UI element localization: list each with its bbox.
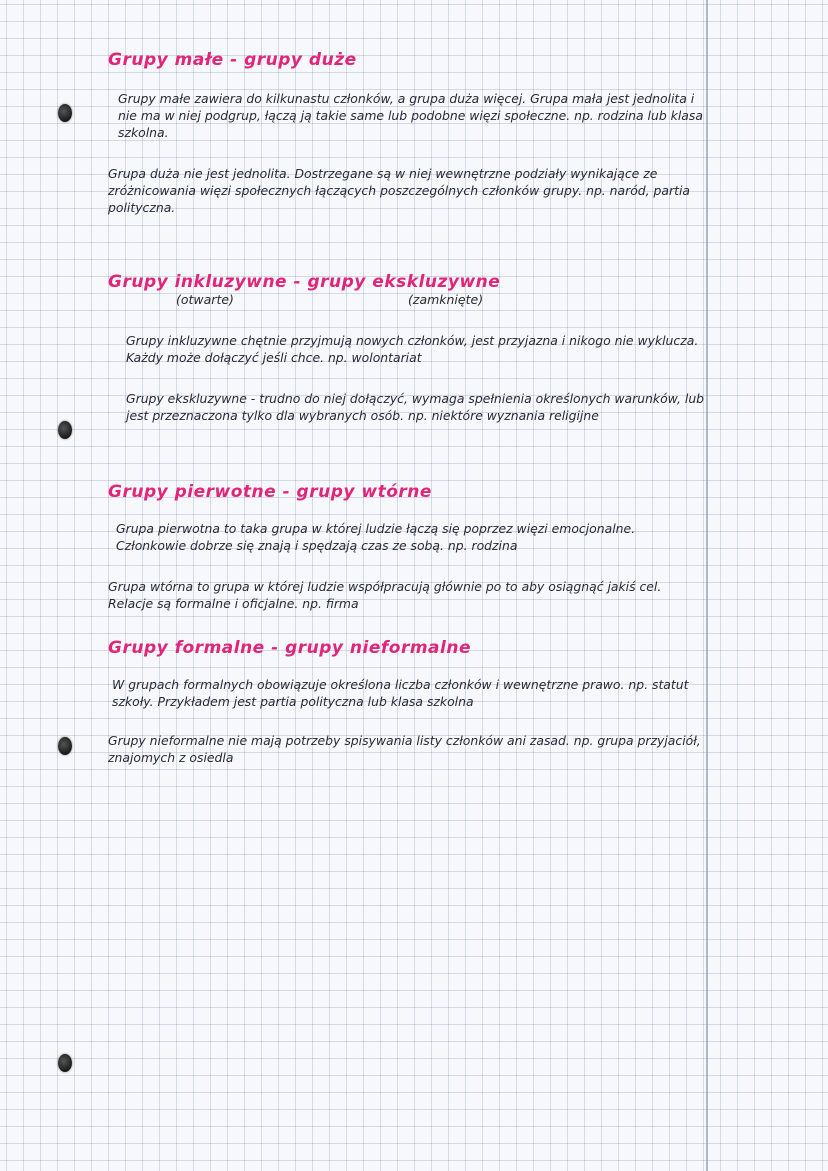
section-heading: Grupy pierwotne - grupy wtórne (108, 482, 432, 502)
notes-content (108, 46, 708, 766)
section-heading: Grupy formalne - grupy nieformalne (108, 638, 471, 658)
paragraph: Grupy nieformalne nie mają potrzeby spisywania listy członków ani zasad. np. grupa przyjaciół, znajomych z osiedla (108, 733, 701, 765)
section-heading: Grupy małe - grupy duże (108, 50, 357, 70)
punch-hole (58, 1054, 72, 1072)
punch-hole (58, 421, 72, 439)
sublabel-closed: (zamknięte) (408, 292, 484, 307)
paragraph: Grupa wtórna to grupa w której ludzie współpracują głównie po to aby osiągnąć jakiś cel. Relacje są formalne i oficjalne. np. firma (108, 579, 662, 611)
paragraph: Grupy ekskluzywne - trudno do niej dołączyć, wymaga spełnienia określonych warunków, lub jest przeznaczona tylko dla wybranych osób. np. niektóre wyznania religijne (126, 391, 705, 423)
punch-hole (58, 737, 72, 755)
section-heading: Grupy inkluzywne - grupy ekskluzywne (108, 272, 501, 292)
heading-sublabels (108, 292, 708, 310)
paragraph: Grupy inkluzywne chętnie przyjmują nowych członków, jest przyjazna i nikogo nie wyklucza. Każdy może dołączyć jeśli chce. np. wolontariat (126, 333, 699, 365)
paragraph: Grupy małe zawiera do kilkunastu członków, a grupa duża więcej. Grupa mała jest jednolita i nie ma w niej podgrup, łączą ją takie same lub podobne więzi społeczne. np. rodzina lub klasa szkolna. (118, 91, 703, 140)
paragraph: W grupach formalnych obowiązuje określona liczba członków i wewnętrzne prawo. np. statut szkoły. Przykładem jest partia polityczna lub klasa szkolna (112, 677, 689, 709)
paragraph: Grupa pierwotna to taka grupa w której ludzie łączą się poprzez więzi emocjonalne. Członkowie dobrze się znają i spędzają czas ze sobą. np. rodzina (116, 521, 636, 553)
paragraph: Grupa duża nie jest jednolita. Dostrzegane są w niej wewnętrzne podziały wynikające ze zróżnicowania więzi społecznych łączących poszczególnych członków grupy. np. naród, partia polityczna. (108, 166, 690, 215)
punch-hole (58, 104, 72, 122)
sublabel-open: (otwarte) (176, 292, 234, 307)
